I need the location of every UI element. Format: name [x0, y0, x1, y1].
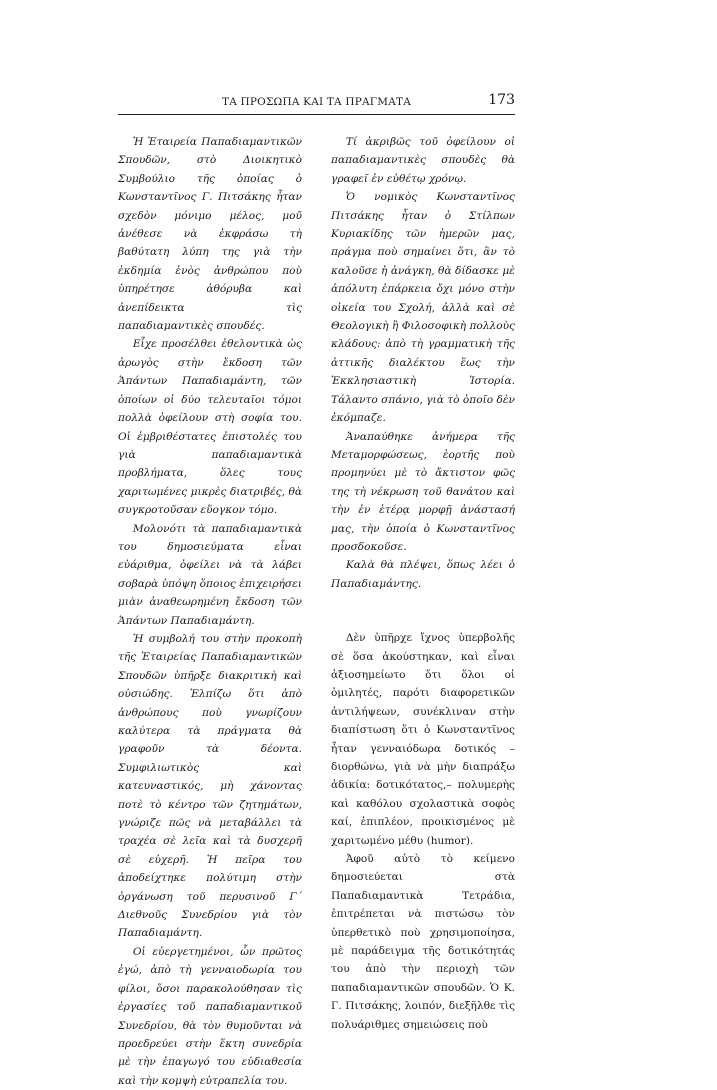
running-title: ΤΑ ΠΡΟΣΩΠΑ ΚΑΙ ΤΑ ΠΡΑΓΜΑΤΑ	[221, 96, 411, 108]
right-column	[331, 133, 515, 1034]
paragraph: Ἀφοῦ αὐτὸ τὸ κείμενο δημοσιεύεται στὰ Παπαδιαμαντικὰ Τετράδια, ἐπιτρέπεται νὰ πιστώσω τὸν ὑπερθετικὸ ποὺ χρησιμοποίησα, μὲ παράδειγμα τῆς δοτικότητάς του ἀπὸ τὴν περιοχὴ τῶν παπαδιαμαντικῶν σπουδῶν. Ὁ Κ. Γ. Πιτσάκης, λοιπόν, διεξῆλθε τὶς πολυάριθμες σημειώσεις ποὺ	[331, 853, 515, 1031]
running-header	[118, 92, 515, 115]
paragraph: Τί ἀκριβῶς τοῦ ὀφείλουν οἱ παπαδιαμαντικὲς σπουδὲς θὰ γραφεῖ ἐν εὐθέτῳ χρόνῳ.	[331, 136, 515, 185]
paragraph: Μολονότι τὰ παπαδιαμαντικὰ του δημοσιεύματα εἶναι εὐάριθμα, ὀφείλει νὰ τὰ λάβει σοβαρὰ ὑπόψη ὅποιος ἐπιχειρήσει μιὰν ἀναθεωρημένη ἔκδοση τῶν Ἁπάντων Παπαδιαμάντη.	[118, 522, 302, 627]
paragraph: Ἡ Ἑταιρεία Παπαδιαμαντικῶν Σπουδῶν, στὸ Διοικητικὸ Συμβούλιο τῆς ὁποίας ὁ Κωνσταντῖνος Γ. Πιτσάκης ἦταν σχεδὸν μόνιμο μέλος, μοῦ ἀνέθεσε νὰ ἐκφράσω τὴ βαθύτατη λύπη της γιὰ τὴν ἐκδημία ἑνὸς ἀνθρώπου ποὺ ὑπηρέτησε ἀθόρυβα καὶ ἀνεπίδεικτα τὶς παπαδιαμαντικὲς σπουδές.	[118, 136, 302, 333]
paragraph: Ἡ συμβολή του στὴν προκοπὴ τῆς Ἑταιρείας Παπαδιαμαντικῶν Σπουδῶν ὑπῆρξε διακριτικὴ καὶ οὐσιώδης. Ἐλπίζω ὅτι ἀπὸ ἀνθρώπους ποὺ γνωρίζουν καλύτερα τὰ πράγματα θὰ γραφοῦν τὰ δέοντα. Συμφιλιωτικὸς καὶ κατευναστικός, μὴ χάνοντας ποτὲ τὸ κέντρο τῶν ζητημάτων, γνώριζε πῶς νὰ μεταβάλλει τὰ τραχέα σὲ λεῖα καὶ τὰ δυσχερῆ σὲ εὐχερῆ. Ἡ πεῖρα του ἀποδείχτηκε πολύτιμη στὴν ὀργάνωση τοῦ περυσινοῦ Γ´ Διεθνοῦς Συνεδρίου γιὰ τὸν Παπαδιαμάντη.	[118, 632, 302, 940]
paragraph: Ὁ νομικὸς Κωνσταντῖνος Πιτσάκης ἦταν ὁ Στίλπων Κυριακίδης τῶν ἡμερῶν μας, πράγμα ποὺ σημαίνει ὅτι, ἂν τὸ καλοῦσε ἡ ἀνάγκη, θὰ δίδασκε μὲ ἀπόλυτη ἐπάρκεια ὄχι μόνο στὴν οἰκεία του Σχολή, ἀλλὰ καὶ σὲ Θεολογικὴ ἢ Φιλοσοφικὴ πολλοὺς κλάδους: ἀπὸ τὴ γραμματικὴ τῆς ἀττικῆς διαλέκτου ἕως τὴν Ἐκκλησιαστικὴ Ἱστορία. Τάλαντο σπάνιο, γιὰ τὸ ὁποῖο δὲν ἐκόμπαζε.	[331, 191, 515, 425]
paragraph: Οἱ εὐεργετημένοι, ὧν πρῶτος ἐγώ, ἀπὸ τὴ γενναιοδωρία του φίλοι, ὅσοι παρακολούθησαν τὶς ἐργασίες τοῦ παπαδιαμαντικοῦ Συνεδρίου, θὰ τὸν θυμοῦνται νὰ προεδρεύει στὴν ἕκτη συνεδρία μὲ τὴν ἐπαγωγό του εὐδιαθεσία καὶ τὴν κομψὴ εὐτραπελία του.	[118, 945, 302, 1087]
paragraph: Ἀναπαύθηκε ἀνήμερα τῆς Μεταμορφώσεως, ἑορτῆς ποὺ προμηνύει μὲ τὸ ἄκτιστον φῶς της τὴ νέκρωση τοῦ θανάτου καὶ τὴν ἐν ἑτέρᾳ μορφῇ ἀνάστασή μας, τὴν ὁποία ὁ Κωνσταντῖνος προσδοκοῦσε.	[331, 430, 515, 553]
paragraph: Καλὰ θὰ πλέψει, ὅπως λέει ὁ Παπαδιαμάντης.	[331, 559, 515, 590]
paragraph: Εἶχε προσέλθει ἐθελοντικὰ ὡς ἀρωγὸς στὴν ἔκδοση τῶν Ἁπάντων Παπαδιαμάντη, τῶν ὁποίων οἱ δύο τελευταῖοι τόμοι πολλὰ ὀφείλουν στὴ σοφία του. Οἱ ἐμβριθέστατες ἐπιστολές του γιὰ παπαδιαμαντικὰ προβλήματα, ὅλες τους χαριτωμένες μικρὲς διατριβές, θὰ συγκροτοῦσαν εὔογκον τόμο.	[118, 338, 302, 517]
left-column	[118, 133, 302, 1090]
paragraph: Δὲν ὑπῆρχε ἴχνος ὑπερβολῆς σὲ ὅσα ἀκούστηκαν, καὶ εἶναι ἀξιοσημείωτο ὅτι ὅλοι οἱ ὁμιλητές, παρότι διαφορετικῶν ἀντιλήψεων, συνέκλιναν στὴν διαπίστωση ὅτι ὁ Κωνσταντῖνος ἦταν γενναιόδωρα δοτικός –διορθώνω, γιὰ νὰ μὴν διαπράξω ἀδικία: δοτικότατος,– πολυμερὴς καὶ καθόλου σχολαστικὰ σοφὸς καί, ἐπιπλέον, προικισμένος μὲ χαριτωμένο μέθυ (humor).	[331, 632, 515, 847]
page-number: 173	[488, 92, 515, 108]
